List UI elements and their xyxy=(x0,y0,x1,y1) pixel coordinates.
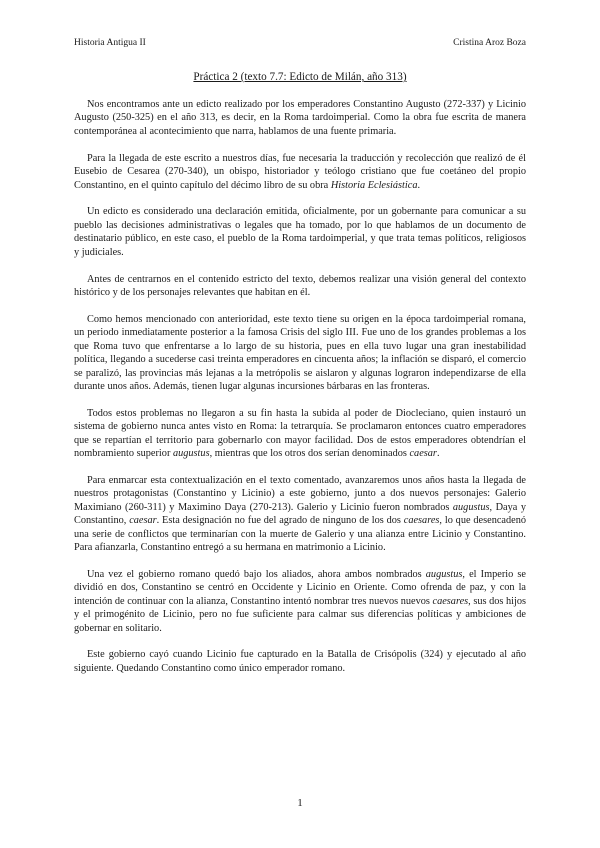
paragraph-text: . xyxy=(417,179,421,191)
page-header xyxy=(74,38,526,48)
document-title-text: Práctica 2 (texto 7.7: Edicto de Milán, año 313) xyxy=(193,71,407,83)
page-footer xyxy=(0,797,600,809)
italic-term: caesares xyxy=(432,595,469,607)
paragraph-5 xyxy=(74,313,526,393)
paragraph-8 xyxy=(74,568,526,635)
paragraph-6 xyxy=(74,407,526,461)
italic-term: augustus xyxy=(172,448,210,460)
paragraph-text: , Daya y Constantino, xyxy=(74,501,526,527)
paragraph-text: Este gobierno cayó cuando Licinio fue capturado en la Batalla de Crisópolis (324) y ejecutado al año siguiente. Quedando Constantino como único emperador romano. xyxy=(74,649,526,674)
paragraph-text: Un edicto es considerado una declaración emitida, oficialmente, por un gobernante para comunicar a su pueblo las decisiones administrativas o legales que ha tomado, por lo que hablamos de un documento de destinatario público, en este caso, el pueblo de la Roma tardoimperial, y que trata temas políticos, religiosos y judiciales. xyxy=(74,206,526,258)
paragraph-9 xyxy=(74,648,526,675)
document-body xyxy=(74,98,526,689)
paragraph-text: Como hemos mencionado con anterioridad, este texto tiene su origen en la época tardoimperial romana, un periodo inmediatamente posterior a la famosa Crisis del siglo III. Fue uno de los grandes problemas a los que Roma tuvo que enfrentarse a lo largo de su historia, pues en ella tuvo lugar una gran inestabilidad política, llegando a sucederse casi treinta emperadores en cincuenta años; la inflación se disparó, el comercio se paralizó, las provincias más lejanas a la metrópolis se aislaron y algunas lograron independizarse de ella durante unos años. Además, tienen lugar algunas incursiones bárbaras en las fronteras. xyxy=(74,313,526,392)
header-course: Historia Antigua II xyxy=(74,38,146,48)
paragraph-text: Todos estos problemas no llegaron a su fin hasta la subida al poder de Diocleciano, quien instauró un sistema de gobierno nunca antes visto en Roma: la tetrarquía. Se proclamaron entonces cuatro emperadores que se repartían el territorio para gobernarlo con mayor facilidad. Dos de estos emperadores obtendrían el nombramiento superior xyxy=(74,407,526,460)
paragraph-text: . xyxy=(436,448,440,460)
paragraph-1 xyxy=(74,98,526,138)
page-number: 1 xyxy=(297,797,303,809)
paragraph-text: Para enmarcar esta contextualización en el texto comentado, avanzaremos unos años hasta la llegada de nuestros protagonistas (Constantino y Licinio) a este gobierno, junto a dos nuevos personajes: Galerio Maximiano (260-311) y Maximino Daya (270-213). Galerio y Licinio fueron nombrados xyxy=(74,474,526,513)
paragraph-text: , el Imperio se dividió en dos, Constantino se centró en Occidente y Licinio en Oriente. Como ofrenda de paz, y con la intención de continuar con la alianza, Constantino intentó nombrar tres nuevos nuevos xyxy=(74,568,526,607)
paragraph-text: Una vez el gobierno romano quedó bajo los aliados, ahora ambos nombrados xyxy=(87,568,426,580)
italic-term: caesar xyxy=(409,448,437,460)
header-author: Cristina Aroz Boza xyxy=(453,38,526,48)
paragraph-text: , mientras que los otros dos serían denominados xyxy=(209,448,410,460)
paragraph-text: , lo que desencadenó una serie de conflictos que terminarían con la muerte de Galerio y una alianza entre Licinio y Constantino. Para afianzarla, Constantino entregó a su hermana en matrimonio a Licinio. xyxy=(74,515,526,553)
paragraph-text: Nos encontramos ante un edicto realizado por los emperadores Constantino Augusto (272-337) y Licinio Augusto (250-325) en el año 313, es decir, en la Roma tardoimperial. Como la obra fue escrita de manera contemporánea al acontecimiento que narra, hablamos de una fuente primaria. xyxy=(74,99,526,137)
paragraph-7 xyxy=(74,474,526,554)
italic-term: caesares xyxy=(403,515,440,527)
italic-term: caesar xyxy=(129,515,157,527)
paragraph-text: . Esta designación no fue del agrado de ninguno de los dos xyxy=(156,515,404,527)
italic-term: Historia Eclesiástica xyxy=(330,179,418,191)
paragraph-4 xyxy=(74,273,526,300)
paragraph-text: Antes de centrarnos en el contenido estricto del texto, debemos realizar una visión general del contexto histórico y de los personajes relevantes que habitan en él. xyxy=(74,273,526,298)
paragraph-text: Para la llegada de este escrito a nuestros días, fue necesaria la traducción y recolección que realizó de él Eusebio de Cesarea (270-340), un obispo, historiador y teólogo cristiano que fue coetáneo del propio Constantino, en el quinto capítulo del décimo libro de su obra xyxy=(74,152,526,191)
paragraph-2 xyxy=(74,152,526,192)
italic-term: augustus xyxy=(452,501,490,513)
paragraph-text: , sus dos hijos y el primogénito de Licinio, pero no fue suficiente para calmar sus diferencias políticas y ambiciones de gobernar en solitario. xyxy=(74,595,526,634)
document-title xyxy=(74,71,526,83)
italic-term: augustus xyxy=(425,568,463,580)
paragraph-3 xyxy=(74,205,526,259)
